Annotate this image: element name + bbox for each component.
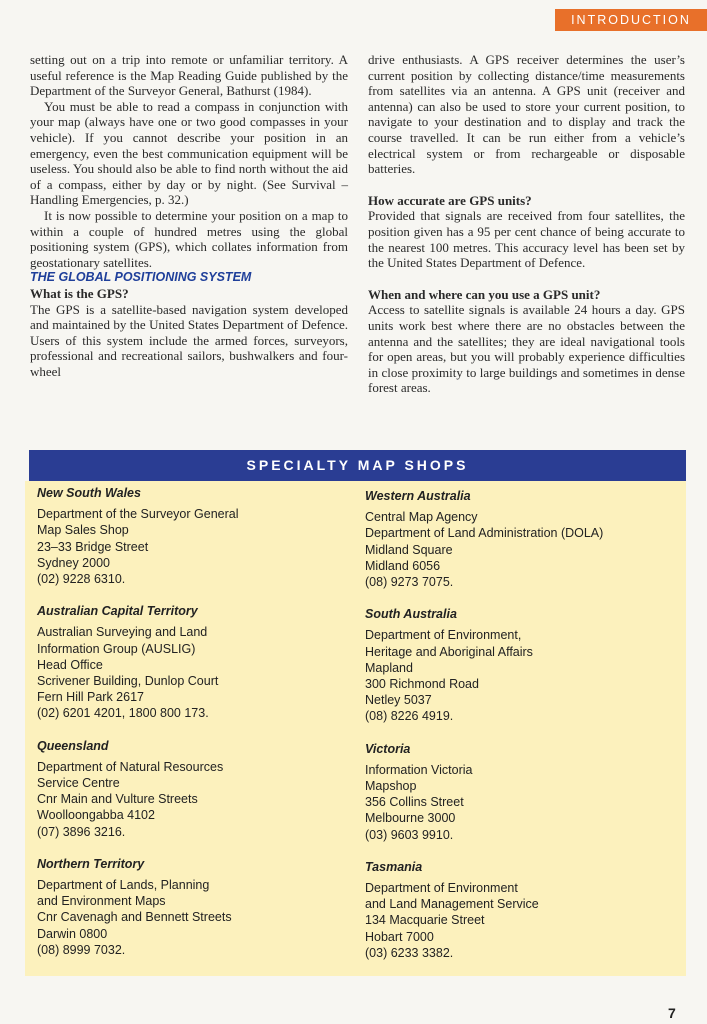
address-line: Heritage and Aboriginal Affairs bbox=[365, 644, 533, 659]
shops-left-column bbox=[37, 481, 347, 958]
paragraph: It is now possible to determine your position on a map to within a couple of hundred metres using the global positioning system (GPS), which collates information from geostationary satellites. bbox=[30, 207, 348, 270]
address-line: Hobart 7000 bbox=[365, 929, 434, 944]
shop-entry bbox=[365, 606, 675, 724]
address-line: Darwin 0800 bbox=[37, 926, 108, 941]
address-line: 356 Collins Street bbox=[365, 795, 464, 810]
address-line: Head Office bbox=[37, 657, 103, 672]
state-heading: Northern Territory bbox=[37, 856, 145, 871]
left-text-column bbox=[30, 52, 348, 379]
shop-entry bbox=[37, 603, 347, 721]
address-line: Midland 6056 bbox=[365, 558, 441, 573]
address-line: (08) 9273 7075. bbox=[365, 575, 454, 590]
state-heading: South Australia bbox=[365, 607, 457, 622]
address-line: 300 Richmond Road bbox=[365, 677, 479, 692]
section-heading: THE GLOBAL POSITIONING SYSTEM bbox=[30, 270, 252, 285]
state-heading: New South Wales bbox=[37, 486, 141, 500]
address-line: 134 Macquarie Street bbox=[365, 913, 485, 928]
address-line: Netley 5037 bbox=[365, 693, 432, 708]
address-line: Cnr Cavenagh and Bennett Streets bbox=[37, 910, 232, 925]
shop-entry bbox=[37, 738, 347, 840]
shop-entry bbox=[37, 856, 347, 958]
address-line: (02) 9228 6310. bbox=[37, 572, 126, 587]
address-line: Department of Land Administration (DOLA) bbox=[365, 526, 604, 541]
address-line: Scrivener Building, Dunlop Court bbox=[37, 674, 219, 689]
address-line: Department of Natural Resources bbox=[37, 759, 224, 774]
address-line: Sydney 2000 bbox=[37, 555, 110, 570]
shops-right-column bbox=[365, 481, 675, 961]
shop-entry bbox=[37, 485, 347, 587]
address-line: Woolloongabba 4102 bbox=[37, 808, 155, 823]
address-line: and Environment Maps bbox=[37, 894, 166, 909]
shop-entry bbox=[365, 741, 675, 843]
address-line: Central Map Agency bbox=[365, 510, 478, 525]
paragraph: Access to satellite signals is available 24 hours a day. GPS units work best where there are no obstacles between the antenna and the satellites; they are ideal navigational tools for open areas, but you will probably experience difficulties in close proximity to large buildings and sometimes in dense forest areas. bbox=[368, 302, 685, 396]
state-heading: Tasmania bbox=[365, 859, 423, 874]
subheading: When and where can you use a GPS unit? bbox=[368, 286, 601, 302]
address-line: 23–33 Bridge Street bbox=[37, 539, 149, 554]
paragraph: setting out on a trip into remote or unfamiliar territory. A useful reference is the Map Reading Guide published by the Department of the Surveyor General, Bathurst (1984). bbox=[30, 52, 348, 99]
address-line: (08) 8999 7032. bbox=[37, 942, 126, 957]
address-line: Melbourne 3000 bbox=[365, 811, 456, 826]
address-line: (03) 6233 3382. bbox=[365, 945, 454, 960]
section-tab: INTRODUCTION bbox=[555, 9, 707, 31]
subheading: How accurate are GPS units? bbox=[368, 192, 532, 208]
shops-box bbox=[25, 481, 686, 976]
state-heading: Western Australia bbox=[365, 489, 471, 503]
subheading: What is the GPS? bbox=[30, 285, 129, 301]
paragraph: drive enthusiasts. A GPS receiver determines the user’s current position by collecting distance/time measurements from satellites via an antenna. A GPS unit (receiver and antenna) can also be used to store your current position, to navigate to your destination and to display and track the course travelled. It can be run either from a vehicle’s electrical system or from rechargeable or disposable batteries. bbox=[368, 52, 685, 177]
right-text-column bbox=[368, 52, 685, 396]
paragraph: The GPS is a satellite-based navigation system developed and maintained by the United States Department of Defence. Users of this system include the armed forces, surveyors, professional and recreational sailors, bushwalkers and four-wheel bbox=[30, 301, 348, 379]
address-line: Department of Environment, bbox=[365, 628, 522, 643]
state-heading: Victoria bbox=[365, 741, 411, 756]
address-line: Department of Environment bbox=[365, 881, 518, 896]
address-line: Information Group (AUSLIG) bbox=[37, 641, 196, 656]
address-line: Department of the Surveyor General bbox=[37, 507, 239, 522]
address-line: Department of Lands, Planning bbox=[37, 878, 210, 893]
address-line: Fern Hill Park 2617 bbox=[37, 690, 144, 705]
paragraph: Provided that signals are received from four satellites, the position given has a 95 per cent chance of being accurate to the nearest 100 metres. This accuracy level has been set by the United States Department of Defence. bbox=[368, 208, 685, 271]
shop-entry bbox=[365, 859, 675, 961]
shop-entry bbox=[365, 488, 675, 590]
address-line: (08) 8226 4919. bbox=[365, 709, 454, 724]
paragraph: You must be able to read a compass in conjunction with your map (always have one or two good compasses in your vehicle). If you cannot describe your position in an emergency, even the best communication equipment will be useless. You should also be able to find north without the aid of a compass, either by day or by night. (See Survival – Handling Emergencies, p. 32.) bbox=[30, 98, 348, 208]
shops-title-bar: SPECIALTY MAP SHOPS bbox=[29, 450, 686, 481]
address-line: Australian Surveying and Land bbox=[37, 625, 208, 640]
address-line: Information Victoria bbox=[365, 762, 473, 777]
address-line: (03) 9603 9910. bbox=[365, 827, 454, 842]
address-line: (02) 6201 4201, 1800 800 173. bbox=[37, 706, 209, 721]
page-number: 7 bbox=[668, 1005, 676, 1021]
address-line: (07) 3896 3216. bbox=[37, 824, 126, 839]
address-line: Service Centre bbox=[37, 776, 120, 791]
address-line: Mapland bbox=[365, 660, 413, 675]
state-heading: Queensland bbox=[37, 738, 109, 753]
address-line: Midland Square bbox=[365, 542, 453, 557]
address-line: Map Sales Shop bbox=[37, 523, 129, 538]
address-line: Mapshop bbox=[365, 779, 417, 794]
state-heading: Australian Capital Territory bbox=[37, 604, 198, 619]
address-line: and Land Management Service bbox=[365, 897, 539, 912]
address-line: Cnr Main and Vulture Streets bbox=[37, 792, 198, 807]
